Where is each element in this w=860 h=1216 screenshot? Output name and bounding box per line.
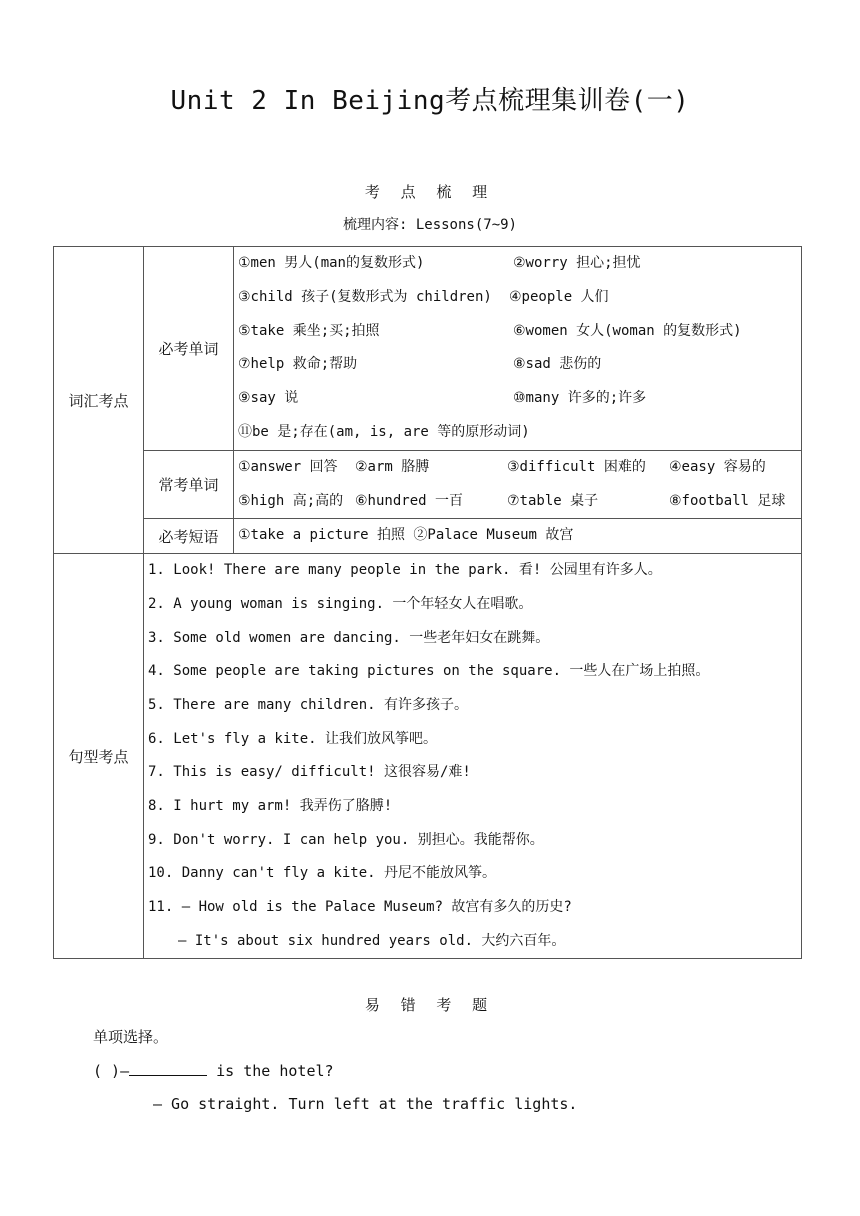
review-table <box>53 246 802 959</box>
question-instruction: 单项选择。 <box>93 1028 169 1046</box>
list-item: ②arm 胳膊 <box>355 458 430 475</box>
list-item: ⑥hundred 一百 <box>355 492 463 509</box>
question-1 <box>93 1061 334 1080</box>
table-row <box>54 519 802 554</box>
list-item: 11. — How old is the Palace Museum? 故宫有多久的历史? <box>148 899 572 916</box>
list-item: — It's about six hundred years old. 大约六百年。 <box>178 932 566 949</box>
list-item: ④people 人们 <box>509 288 609 305</box>
list-item: ①men 男人(man的复数形式) <box>238 255 425 271</box>
list-item: 9. Don't worry. I can help you. 别担心。我能帮你。 <box>148 831 544 848</box>
list-item: 7. This is easy/ difficult! 这很容易/难! <box>148 764 471 781</box>
phrases-label: 必考短语 <box>144 519 234 554</box>
list-item: 2. A young woman is singing. 一个年轻女人在唱歌。 <box>148 595 533 612</box>
list-item: 4. Some people are taking pictures on the square. 一些人在广场上拍照。 <box>148 663 710 680</box>
list-item: ①answer 回答 <box>238 458 338 475</box>
question-1-answer: — Go straight. Turn left at the traffic lights. <box>153 1095 578 1113</box>
list-item: 5. There are many children. 有许多孩子。 <box>148 696 469 713</box>
table-row <box>54 247 802 451</box>
list-item: ⑤take 乘坐;买;拍照 <box>238 322 380 339</box>
required-words-label: 必考单词 <box>144 247 234 451</box>
list-item: ②worry 担心;担忧 <box>513 255 641 271</box>
common-words-label: 常考单词 <box>144 450 234 519</box>
list-item: 6. Let's fly a kite. 让我们放风筝吧。 <box>148 730 438 747</box>
sentence-category-cell: 句型考点 <box>54 554 144 959</box>
list-item: ⑧sad 悲伤的 <box>513 356 602 373</box>
list-item: ⑤high 高;高的 <box>238 492 344 509</box>
list-item: 10. Danny can't fly a kite. 丹尼不能放风筝。 <box>148 865 497 882</box>
section-heading-mistakes: 易 错 考 题 <box>364 996 496 1014</box>
sentences-cell <box>144 554 802 959</box>
list-item: ⑪be 是;存在(am, is, are 等的原形动词) <box>238 423 530 440</box>
review-subtitle: 梳理内容: Lessons(7~9) <box>342 217 517 233</box>
phrases-cell <box>234 519 802 554</box>
list-item: ⑨say 说 <box>238 390 299 407</box>
table-row <box>54 554 802 959</box>
answer-bracket: ( )— <box>93 1062 130 1080</box>
list-item: ⑩many 许多的;许多 <box>513 390 647 407</box>
list-item: ⑥women 女人(woman 的复数形式) <box>513 322 742 339</box>
vocab-category-cell: 词汇考点 <box>54 247 144 554</box>
question-text: is the hotel? <box>207 1062 334 1080</box>
list-item: ④easy 容易的 <box>669 458 766 475</box>
list-item: 1. Look! There are many people in the park. 看! 公园里有许多人。 <box>148 562 662 579</box>
list-item: ③difficult 困难的 <box>507 458 646 475</box>
list-item: ⑧football 足球 <box>669 492 786 509</box>
list-item: ⑦table 桌子 <box>507 492 599 509</box>
fill-blank <box>129 1061 207 1076</box>
common-words-cell <box>234 450 802 519</box>
list-item: 3. Some old women are dancing. 一些老年妇女在跳舞。 <box>148 629 550 646</box>
list-item: ⑦help 救命;帮助 <box>238 356 358 373</box>
table-row <box>54 450 802 519</box>
page-title: Unit 2 In Beijing考点梳理集训卷(一) <box>170 86 690 116</box>
list-item: 8. I hurt my arm! 我弄伤了胳膊! <box>148 797 393 814</box>
list-item: ③child 孩子(复数形式为 children) <box>238 288 492 305</box>
section-heading-review: 考 点 梳 理 <box>364 183 496 201</box>
required-words-cell <box>234 247 802 451</box>
list-item: ①take a picture 拍照 ②Palace Museum 故宫 <box>238 527 574 544</box>
